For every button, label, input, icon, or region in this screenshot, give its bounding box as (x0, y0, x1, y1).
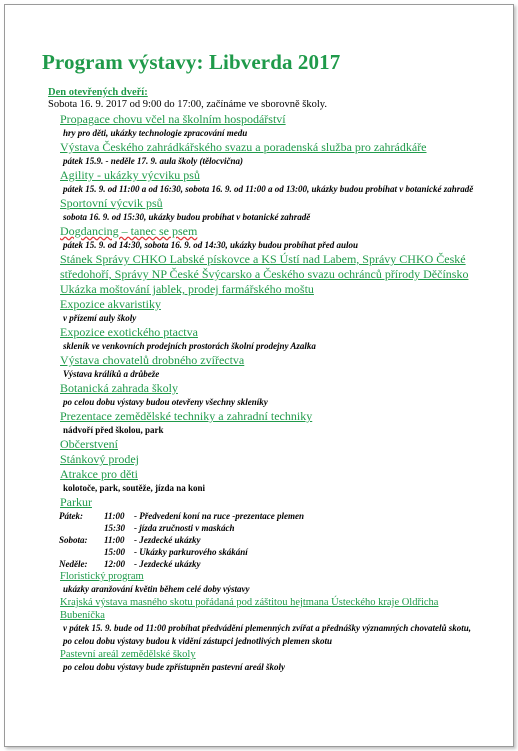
item-title[interactable]: Expozice exotického ptactva (60, 325, 198, 339)
schedule-row: 15:00 - Ukázky parkurového skákání (59, 546, 304, 558)
schedule-day: Sobota: (59, 535, 88, 545)
page-title: Program výstavy: Libverda 2017 (42, 50, 341, 74)
cattle-desc: v pátek 15. 9. bude od 11:00 probíhat předvádění plemenných zvířat a přednášky významných chovatelů skotu, po celou dobu výstavy budou k vidění zástupci jednotlivých plemen skotu (63, 623, 471, 646)
schedule-day (59, 546, 104, 558)
schedule-event: Jezdecké ukázky (139, 535, 201, 545)
item-desc: skleník ve venkovních prodejních prostorách školní prodejny Azalka (63, 341, 316, 351)
saturday-info: Sobota 16. 9. 2017 od 9:00 do 17:00, začínáme ve sborovně školy. (48, 99, 327, 110)
item-title[interactable]: Expozice akvaristiky (60, 297, 161, 311)
schedule-event: jízda zručnosti v maskách (139, 523, 235, 533)
schedule-event: Předvedení koní na ruce -prezentace plemen (139, 511, 304, 521)
schedule-event: Jezdecké ukázky (139, 559, 201, 569)
schedule-row: 15:30 - jízda zručnosti v maskách (59, 522, 304, 534)
item-title[interactable]: Sportovní výcvik psů (60, 196, 163, 210)
schedule-row: Neděle: 12:00 - Jezdecké ukázky (59, 559, 201, 569)
schedule-time: 11:00 (104, 511, 125, 521)
item-desc: pátek 15. 9. od 11:00 a od 16:30, sobota 16. 9. od 11:00 a od 13:00, ukázky budou probíhat v botanické zahradě (63, 184, 474, 194)
schedule-event: Ukázky parkurového skákání (139, 547, 248, 557)
open-days-label: Den otevřených dveří: (48, 87, 148, 98)
item-title[interactable]: Stánkový prodej (60, 452, 139, 466)
item-desc: Výstava králíků a drůbeže (63, 369, 160, 379)
schedule-day: Pátek: (59, 511, 83, 521)
item-desc: pátek 15.9. - neděle 17. 9. aula školy (tělocvična) (63, 156, 243, 166)
item-title[interactable]: Dogdancing – tanec se psem (60, 224, 198, 238)
item-title[interactable]: Atrakce pro děti (60, 467, 138, 481)
item-desc: v přízemí auly školy (63, 313, 137, 323)
parkur-schedule (59, 510, 304, 570)
item-title[interactable]: Stánek Správy CHKO Labské pískovce a KS Ústí nad Labem, Správy CHKO České středohoří, Správy NP České Švýcarsko a Českého svazu ochránců přírody Děčínsko (60, 252, 469, 281)
floristic-desc: ukázky aranžování květin během celé doby výstavy (63, 584, 250, 594)
item-title[interactable]: Ukázka moštování jablek, prodej farmářského moštu (60, 282, 314, 296)
item-title[interactable]: Propagace chovu včel na školním hospodářství (60, 112, 286, 126)
item-title[interactable]: Výstava Českého zahrádkářského svazu a poradenská služba pro zahrádkáře (60, 140, 427, 154)
schedule-time: 11:00 (104, 535, 125, 545)
item-desc: po celou dobu výstavy budou otevřeny všechny skleníky (63, 397, 268, 407)
floristic-title[interactable]: Floristický program (60, 571, 144, 582)
pasture-desc: po celou dobu výstavy bude zpřístupněn pastevní areál školy (63, 662, 285, 672)
item-title[interactable]: Botanická zahrada školy (60, 381, 178, 395)
item-title[interactable]: Občerstvení (60, 437, 118, 451)
schedule-row: Sobota: 11:00 - Jezdecké ukázky (59, 535, 201, 545)
item-title[interactable]: Parkur (60, 495, 92, 509)
item-desc: nádvoří před školou, park (63, 425, 164, 435)
item-desc: pátek 15. 9. od 14:30, sobota 16. 9. od 14:30, ukázky budou probíhat před aulou (63, 240, 359, 250)
cattle-title[interactable]: Krajská výstava masného skotu pořádaná pod záštitou hejtmana Ústeckého kraje Oldřicha Bubeníčka (60, 597, 439, 621)
item-title[interactable]: Prezentace zemědělské techniky a zahradní techniky (60, 409, 313, 423)
item-title[interactable]: Výstava chovatelů drobného zvířectva (60, 353, 245, 367)
schedule-time: 12:00 (104, 559, 125, 569)
item-desc: sobota 16. 9. od 15:30, ukázky budou probíhat v botanické zahradě (63, 212, 311, 222)
schedule-time: 15:00 (104, 547, 125, 557)
pasture-title[interactable]: Pastevní areál zemědělské školy (60, 649, 196, 660)
schedule-day (59, 522, 104, 534)
item-desc: hry pro děti, ukázky technologie zpracování medu (63, 128, 248, 138)
item-title[interactable]: Agility - ukázky výcviku psů (60, 168, 200, 182)
schedule-time: 15:30 (104, 523, 125, 533)
program-list (60, 112, 480, 674)
item-desc: kolotoče, park, soutěže, jízda na koni (63, 483, 206, 493)
schedule-day: Neděle: (59, 559, 88, 569)
schedule-row: Pátek: 11:00 - Předvedení koní na ruce -prezentace plemen (59, 511, 304, 521)
